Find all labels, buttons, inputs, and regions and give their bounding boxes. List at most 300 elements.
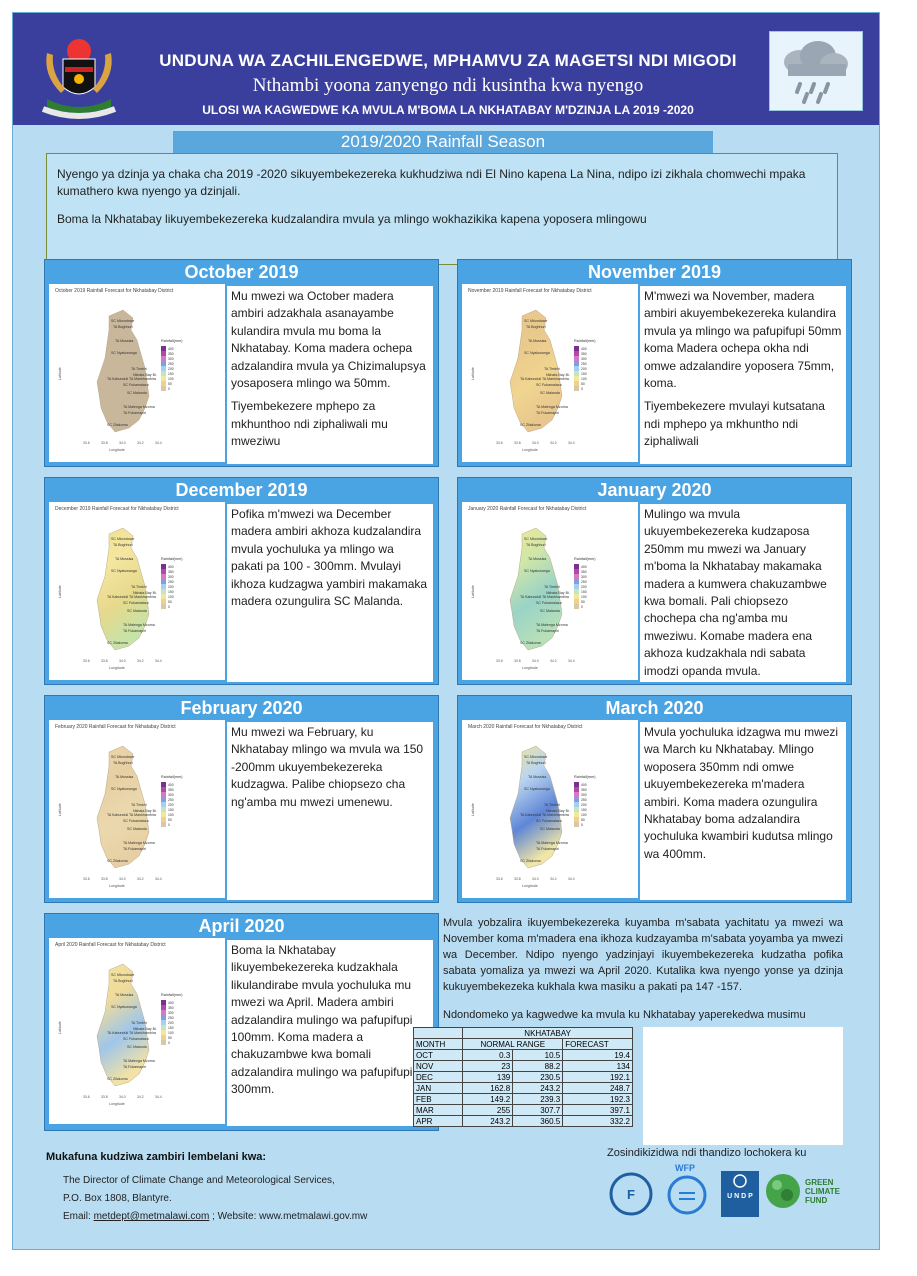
map-place-label: TA Kabunduli xyxy=(520,813,542,817)
map-place-label: TA Timbiri xyxy=(131,1021,147,1025)
legend-tick: 400 xyxy=(168,347,174,351)
map-place-label: SC Mkondowe xyxy=(111,973,135,977)
legend-swatch xyxy=(161,802,166,807)
map-place-label: TA Timbiri xyxy=(131,367,147,371)
legend-tick: 350 xyxy=(168,570,174,574)
map-place-label: SC Nyaluwanga xyxy=(111,787,137,791)
map-place-label: TA Kabunduli xyxy=(520,595,542,599)
legend-swatch xyxy=(161,589,166,594)
map-place-label: TA Mankhambira xyxy=(129,377,156,381)
legend-tick: 250 xyxy=(581,798,587,802)
map-place-label: TA Mussisa xyxy=(528,339,547,343)
partner-logos xyxy=(609,1163,849,1225)
legend-swatch xyxy=(574,579,579,584)
map-place-label: TA Mussisa xyxy=(115,557,134,561)
panel-text xyxy=(227,940,433,1126)
legend-swatch xyxy=(574,594,579,599)
legend-swatch xyxy=(161,346,166,351)
longitude-label: Longitude xyxy=(109,884,125,888)
header-caption: ULOSI WA KAGWEDWE KA MVULA M'BOMA LA NKHATABAY M'DZINJA LA 2019 -2020 xyxy=(202,103,694,117)
map-place-label: TA Mankhambira xyxy=(542,595,569,599)
legend-swatch xyxy=(161,1000,166,1005)
legend-swatch xyxy=(161,361,166,366)
map-place-label: TA Mankhambira xyxy=(129,1031,156,1035)
map-place-label: SC Malanda xyxy=(127,827,147,831)
legend-tick: 250 xyxy=(168,798,174,802)
map-place-label: SC Zilakoma xyxy=(520,423,541,427)
intro-paragraph: Nyengo ya dzinja ya chaka cha 2019 -2020 sikuyembekezereka kukhudziwa ndi El Nino kapena La Nina, ndipo izi zikhala chomwechi mpaka kumathero kwa nyengo ya dzinjali. xyxy=(57,167,806,199)
legend-swatch xyxy=(574,782,579,787)
legend-tick: 50 xyxy=(168,382,172,386)
map-place-label: SC Nyaluwanga xyxy=(524,351,550,355)
legend-swatch xyxy=(574,787,579,792)
lon-tick: 34.4 xyxy=(568,441,575,445)
support-caption: Zosindikizidwa ndi thandizo lochokera ku xyxy=(607,1147,807,1159)
legend-tick: 200 xyxy=(581,803,587,807)
lon-tick: 33.8 xyxy=(101,877,108,881)
lon-tick: 33.6 xyxy=(496,441,503,445)
map-place-label: TA Timbiri xyxy=(544,585,560,589)
header xyxy=(13,13,879,125)
legend-tick: 150 xyxy=(581,590,587,594)
intro-paragraph: Boma la Nkhatabay likuyembekezereka kudzalandira mvula ya mlingo wokhazikika kapena yoposera mlingowu xyxy=(57,211,647,226)
lon-tick: 33.6 xyxy=(83,1095,90,1099)
forecast-map xyxy=(49,938,225,1124)
map-place-label: TA Malenga Mzoma xyxy=(123,623,155,627)
table-cell: 230.5 xyxy=(513,1072,563,1083)
table-row xyxy=(414,1061,633,1072)
panel-january xyxy=(457,477,852,685)
map-place-label: Nkhata Bay Bi. xyxy=(546,809,570,813)
legend-swatch xyxy=(161,584,166,589)
forecast-map xyxy=(462,720,638,898)
table-cell: 149.2 xyxy=(463,1094,513,1105)
lon-tick: 33.8 xyxy=(101,659,108,663)
legend-swatch xyxy=(161,797,166,802)
map-place-label: TA Malenga Mzoma xyxy=(536,841,568,845)
legend-tick: 250 xyxy=(581,362,587,366)
table-cell: 255 xyxy=(463,1105,513,1116)
legend-tick: 200 xyxy=(168,1021,174,1025)
legend-swatch xyxy=(161,1005,166,1010)
lon-tick: 34.4 xyxy=(155,1095,162,1099)
table-cell: 360.5 xyxy=(513,1116,563,1127)
lon-tick: 33.8 xyxy=(101,1095,108,1099)
legend-swatch xyxy=(161,574,166,579)
legend-tick: 0 xyxy=(168,387,170,391)
table-cell: OCT xyxy=(414,1050,463,1061)
legend-tick: 300 xyxy=(168,793,174,797)
legend-tick: 350 xyxy=(581,788,587,792)
season-summary: Mvula yobzalira ikuyembekezereka kuyamba m'sabata yachitatu ya mwezi wa November koma m'madera ena ikhoza kudzayamba m'sabata yoyamba ya mwezi wa December. Ndipo nyengo yadzinjayi ikuyembekezereka kudzatha pofika sabata yomaliza ya mwezi wa April 2020. Kutalika kwa nyengo yonse ya dzinja kukuyembekezeka kukhala kwa masiku a pakati pa 147 -157. xyxy=(443,917,843,993)
forecast-map xyxy=(49,284,225,462)
legend-tick: 250 xyxy=(168,1016,174,1020)
map-place-label: TA Mussisa xyxy=(115,993,134,997)
table-cell: 134 xyxy=(563,1061,633,1072)
map-place-label: SC Fukamalaza xyxy=(536,819,562,823)
latitude-label: Latitude xyxy=(58,803,62,816)
lon-tick: 34.0 xyxy=(119,441,126,445)
legend-tick: 100 xyxy=(581,377,587,381)
legend-swatch xyxy=(161,1025,166,1030)
lon-tick: 33.6 xyxy=(83,659,90,663)
panel-title: March 2020 xyxy=(605,698,704,718)
contact-heading: Mukafuna kudziwa zambiri lembelani kwa: xyxy=(46,1151,267,1163)
lon-tick: 33.8 xyxy=(101,441,108,445)
contact-line: The Director of Climate Change and Meteorological Services, xyxy=(63,1175,335,1186)
lon-tick: 34.2 xyxy=(550,877,557,881)
map-place-label: SC Nyaluwanga xyxy=(524,787,550,791)
lon-tick: 33.6 xyxy=(83,441,90,445)
legend-tick: 200 xyxy=(168,585,174,589)
legend-tick: 0 xyxy=(168,605,170,609)
legend-title: Rainfall(mm) xyxy=(574,775,596,779)
legend-tick: 350 xyxy=(168,788,174,792)
lon-tick: 34.2 xyxy=(550,441,557,445)
district-map xyxy=(462,502,638,680)
panel-paragraph: Boma la Nkhatabay likuyembekezereka kudzakhala likulandirabe mvula yochuluka mu mwezi wa April. Madera ambiri adzalandira mulingo wa pafupifupi 100mm. Koma madera a chakuzambwe kwa bomali adzalandira mulingo wa pafupifupi 300mm. xyxy=(231,943,413,1097)
map-place-label: TA Timbiri xyxy=(131,585,147,589)
legend-tick: 50 xyxy=(581,818,585,822)
forecast-map xyxy=(49,502,225,680)
legend-swatch xyxy=(574,807,579,812)
legend-swatch xyxy=(161,1040,166,1045)
map-place-label: TA Fukamapiri xyxy=(123,847,146,851)
email-label: Email: xyxy=(63,1211,91,1222)
latitude-label: Latitude xyxy=(58,585,62,598)
map-place-label: SC Nyaluwanga xyxy=(111,1005,137,1009)
latitude-label: Latitude xyxy=(471,367,475,380)
longitude-label: Longitude xyxy=(522,884,538,888)
contact-line xyxy=(63,1211,367,1222)
map-place-label: TA Boghhuri xyxy=(526,543,546,547)
email-link[interactable]: metdept@metmalawi.com xyxy=(93,1211,210,1222)
legend-tick: 100 xyxy=(168,813,174,817)
legend-tick: 400 xyxy=(168,783,174,787)
legend-swatch xyxy=(161,812,166,817)
legend-tick: 100 xyxy=(581,595,587,599)
table-cell: 239.3 xyxy=(513,1094,563,1105)
legend-tick: 150 xyxy=(168,808,174,812)
legend-tick: 300 xyxy=(581,575,587,579)
lon-tick: 34.2 xyxy=(137,877,144,881)
map-place-label: SC Malanda xyxy=(127,1045,147,1049)
lon-tick: 34.4 xyxy=(568,877,575,881)
coat-of-arms-icon xyxy=(33,29,125,121)
legend-swatch xyxy=(574,361,579,366)
map-place-label: SC Nyaluwanga xyxy=(111,569,137,573)
website-label: ; Website: xyxy=(212,1211,257,1222)
lon-tick: 33.6 xyxy=(83,877,90,881)
lon-tick: 34.4 xyxy=(155,659,162,663)
map-place-label: SC Mkondowe xyxy=(111,537,135,541)
panel-title: December 2019 xyxy=(175,480,308,500)
lon-tick: 34.0 xyxy=(532,877,539,881)
district-map xyxy=(49,502,225,680)
legend-swatch xyxy=(574,381,579,386)
legend-swatch xyxy=(574,569,579,574)
forecast-map xyxy=(49,720,225,898)
gcf-label: GREEN CLIMATE FUND xyxy=(805,1178,840,1205)
map-place-label: SC Nyaluwanga xyxy=(524,569,550,573)
legend-swatch xyxy=(574,351,579,356)
map-place-label: TA Kabunduli xyxy=(107,377,129,381)
panel-text xyxy=(640,722,846,900)
website-link[interactable]: www.metmalawi.gov.mw xyxy=(259,1211,368,1222)
panel-december xyxy=(44,477,439,685)
legend-swatch xyxy=(161,1010,166,1015)
table-row xyxy=(414,1083,633,1094)
legend-swatch xyxy=(574,812,579,817)
map-place-label: SC Fukamalaza xyxy=(123,819,149,823)
legend-tick: 300 xyxy=(168,575,174,579)
map-place-label: Nkhata Bay Bi. xyxy=(133,591,157,595)
legend-tick: 0 xyxy=(168,823,170,827)
longitude-label: Longitude xyxy=(109,666,125,670)
legend-swatch xyxy=(161,1015,166,1020)
map-place-label: SC Malanda xyxy=(540,391,560,395)
longitude-label: Longitude xyxy=(109,1102,125,1106)
map-place-label: TA Fukamapiri xyxy=(123,629,146,633)
lon-tick: 33.8 xyxy=(514,441,521,445)
legend-tick: 400 xyxy=(168,1001,174,1005)
map-place-label: SC Mkondowe xyxy=(524,319,548,323)
panel-text xyxy=(227,504,433,682)
legend-swatch xyxy=(161,376,166,381)
legend-swatch xyxy=(574,599,579,604)
map-place-label: TA Fukamapiri xyxy=(123,1065,146,1069)
rain-cloud-icon xyxy=(770,32,862,110)
table-cell: 248.7 xyxy=(563,1083,633,1094)
legend-tick: 0 xyxy=(581,605,583,609)
panel-title: April 2020 xyxy=(198,916,285,936)
lon-tick: 33.8 xyxy=(514,659,521,663)
latitude-label: Latitude xyxy=(471,585,475,598)
legend-tick: 350 xyxy=(168,352,174,356)
table-cell: 243.2 xyxy=(463,1116,513,1127)
panel-october xyxy=(44,259,439,467)
table-header: MONTH xyxy=(414,1039,463,1050)
lon-tick: 34.0 xyxy=(532,441,539,445)
table-cell: 307.7 xyxy=(513,1105,563,1116)
legend-swatch xyxy=(161,1020,166,1025)
map-place-label: TA Malenga Mzoma xyxy=(123,405,155,409)
legend-title: Rainfall(mm) xyxy=(161,557,183,561)
map-place-label: TA Mussisa xyxy=(115,775,134,779)
rainfall-table xyxy=(413,1027,633,1127)
legend-swatch xyxy=(574,366,579,371)
map-place-label: SC Zilakoma xyxy=(107,1077,128,1081)
map-place-label: TA Fukamapiri xyxy=(123,411,146,415)
legend-swatch xyxy=(161,386,166,391)
map-place-label: TA Kabunduli xyxy=(107,813,129,817)
legend-swatch xyxy=(161,564,166,569)
legend-swatch xyxy=(161,371,166,376)
lon-tick: 34.0 xyxy=(119,1095,126,1099)
legend-title: Rainfall(mm) xyxy=(574,339,596,343)
legend-swatch xyxy=(161,351,166,356)
legend-tick: 0 xyxy=(581,823,583,827)
legend-tick: 100 xyxy=(581,813,587,817)
legend-tick: 400 xyxy=(581,565,587,569)
map-place-label: SC Mkondowe xyxy=(524,755,548,759)
panel-february xyxy=(44,695,439,903)
lon-tick: 34.2 xyxy=(550,659,557,663)
contact-line: P.O. Box 1808, Blantyre. xyxy=(63,1193,172,1204)
map-place-label: SC Zilakoma xyxy=(107,641,128,645)
legend-tick: 400 xyxy=(581,347,587,351)
table-cell: 23 xyxy=(463,1061,513,1072)
lon-tick: 34.2 xyxy=(137,659,144,663)
panel-text xyxy=(640,286,846,464)
legend-tick: 150 xyxy=(581,372,587,376)
lon-tick: 34.4 xyxy=(155,877,162,881)
table-row xyxy=(414,1094,633,1105)
panel-november xyxy=(457,259,852,467)
map-place-label: SC Fukamalaza xyxy=(123,383,149,387)
latitude-label: Latitude xyxy=(58,1021,62,1034)
legend-title: Rainfall(mm) xyxy=(161,993,183,997)
legend-tick: 350 xyxy=(581,570,587,574)
map-place-label: SC Zilakoma xyxy=(520,641,541,645)
map-place-label: SC Malanda xyxy=(127,609,147,613)
map-place-label: SC Zilakoma xyxy=(107,423,128,427)
latitude-label: Latitude xyxy=(471,803,475,816)
weather-logo xyxy=(769,31,863,111)
table-cell: 332.2 xyxy=(563,1116,633,1127)
map-place-label: Nkhata Bay Bi. xyxy=(133,1027,157,1031)
fao-logo-icon xyxy=(609,1171,653,1217)
legend-tick: 150 xyxy=(581,808,587,812)
map-place-label: Nkhata Bay Bi. xyxy=(546,373,570,377)
table-row xyxy=(414,1116,633,1127)
table-cell: 192.1 xyxy=(563,1072,633,1083)
legend-swatch xyxy=(161,782,166,787)
table-header: NORMAL RANGE xyxy=(463,1039,563,1050)
table-row xyxy=(414,1105,633,1116)
legend-tick: 50 xyxy=(168,600,172,604)
panel-paragraph: Tiyembekezere mphepo za mkhunthoo ndi ziphaliwali mu mweziwu xyxy=(231,399,388,449)
green-climate-fund-logo-icon xyxy=(765,1167,801,1215)
season-title: 2019/2020 Rainfall Season xyxy=(173,131,713,153)
panel-text xyxy=(640,504,846,682)
map-place-label: TA Fukamapiri xyxy=(536,629,559,633)
panel-paragraph: M'mwezi wa November, madera ambiri akuyembekezereka kulandira mvula ya mlingo wa pafupifupi 50mm koma Madera ochepa okha ndi omwe adzalandire yoposera 75mm, koma. xyxy=(644,289,842,390)
map-place-label: SC Fukamalaza xyxy=(123,601,149,605)
district-map xyxy=(462,284,638,462)
map-title: November 2019 Rainfall Forecast for Nkhatabay District xyxy=(468,288,592,294)
legend-tick: 50 xyxy=(168,818,172,822)
map-place-label: SC Fukamalaza xyxy=(123,1037,149,1041)
panel-paragraph: Mulingo wa mvula ukuyembekezereka kudzaposa 250mm mu mwezi wa January m'boma la Nkhatabay makamaka madera a kumwera chakuzambwe kwa bomali. Pali chiopsezo chochepa cha ng'amba mu mweziwu. Komabe madera ena akhoza kudzakhala ndi sabata imodzi opanda mvula. xyxy=(644,507,827,678)
legend-tick: 300 xyxy=(168,1011,174,1015)
latitude-label: Latitude xyxy=(58,367,62,380)
map-place-label: TA Malenga Mzoma xyxy=(536,405,568,409)
map-place-label: SC Malanda xyxy=(540,609,560,613)
panel-paragraph: Tiyembekezere mvulayi kutsatana ndi mphepo ya mkhuntho ndi ziphaliwali xyxy=(644,399,825,449)
legend-swatch xyxy=(574,792,579,797)
panel-text xyxy=(227,286,433,464)
lon-tick: 34.0 xyxy=(532,659,539,663)
map-place-label: TA Mussisa xyxy=(528,557,547,561)
legend-tick: 300 xyxy=(168,357,174,361)
legend-swatch xyxy=(161,787,166,792)
legend-tick: 0 xyxy=(581,387,583,391)
legend-swatch xyxy=(574,376,579,381)
legend-swatch xyxy=(161,366,166,371)
map-place-label: SC Malanda xyxy=(127,391,147,395)
legend-swatch xyxy=(574,817,579,822)
table-cell: MAR xyxy=(414,1105,463,1116)
table-cell: DEC xyxy=(414,1072,463,1083)
panel-march xyxy=(457,695,852,903)
map-place-label: SC Mkondowe xyxy=(111,755,135,759)
lon-tick: 34.2 xyxy=(137,441,144,445)
map-place-label: SC Fukamalaza xyxy=(536,601,562,605)
map-place-label: Nkhata Bay Bi. xyxy=(133,809,157,813)
legend-swatch xyxy=(161,792,166,797)
legend-swatch xyxy=(161,579,166,584)
map-place-label: TA Fukamapiri xyxy=(536,847,559,851)
map-place-label: TA Timbiri xyxy=(544,367,560,371)
panel-april xyxy=(44,913,439,1131)
map-title: January 2020 Rainfall Forecast for Nkhatabay District xyxy=(468,506,587,512)
legend-tick: 300 xyxy=(581,357,587,361)
panel-title: October 2019 xyxy=(184,262,299,282)
table-cell: APR xyxy=(414,1116,463,1127)
forecast-map xyxy=(462,502,638,680)
table-cell: 88.2 xyxy=(513,1061,563,1072)
map-place-label: SC Malanda xyxy=(540,827,560,831)
table-title: NKHATABAY xyxy=(463,1028,633,1039)
legend-swatch xyxy=(161,569,166,574)
legend-tick: 350 xyxy=(581,352,587,356)
forecast-map xyxy=(462,284,638,462)
lon-tick: 33.8 xyxy=(514,877,521,881)
legend-tick: 50 xyxy=(581,600,585,604)
map-title: October 2019 Rainfall Forecast for Nkhatabay District xyxy=(55,288,174,294)
table-cell: 19.4 xyxy=(563,1050,633,1061)
map-place-label: TA Boghhuri xyxy=(526,761,546,765)
map-place-label: TA Mankhambira xyxy=(542,813,569,817)
panel-title: January 2020 xyxy=(597,480,712,500)
table-row xyxy=(414,1050,633,1061)
map-place-label: TA Mankhambira xyxy=(542,377,569,381)
lon-tick: 34.4 xyxy=(568,659,575,663)
map-place-label: TA Mankhambira xyxy=(129,595,156,599)
legend-swatch xyxy=(161,381,166,386)
map-place-label: TA Mussisa xyxy=(528,775,547,779)
map-place-label: SC Fukamalaza xyxy=(536,383,562,387)
legend-tick: 150 xyxy=(168,372,174,376)
legend-swatch xyxy=(161,1035,166,1040)
map-place-label: TA Boghhuri xyxy=(113,325,133,329)
legend-tick: 250 xyxy=(168,362,174,366)
lon-tick: 34.0 xyxy=(119,877,126,881)
legend-tick: 250 xyxy=(581,580,587,584)
panel-text xyxy=(227,722,433,900)
lon-tick: 33.6 xyxy=(496,659,503,663)
legend-tick: 400 xyxy=(581,783,587,787)
map-place-label: TA Boghhuri xyxy=(526,325,546,329)
table-cell: NOV xyxy=(414,1061,463,1072)
map-place-label: TA Boghhuri xyxy=(113,979,133,983)
lon-tick: 34.4 xyxy=(155,441,162,445)
panel-paragraph: Mvula yochuluka idzagwa mu mwezi wa March ku Nkhatabay. Mlingo woposera 350mm ndi omwe ukuyembekezereka m'madera ambiri. Koma madera ozungulira Nkhatabay boma adzalandira yochuluka kwambiri kudutsa mlingo wa 400mm. xyxy=(644,725,839,861)
legend-tick: 100 xyxy=(168,1031,174,1035)
poster xyxy=(12,12,880,1250)
legend-tick: 200 xyxy=(581,585,587,589)
